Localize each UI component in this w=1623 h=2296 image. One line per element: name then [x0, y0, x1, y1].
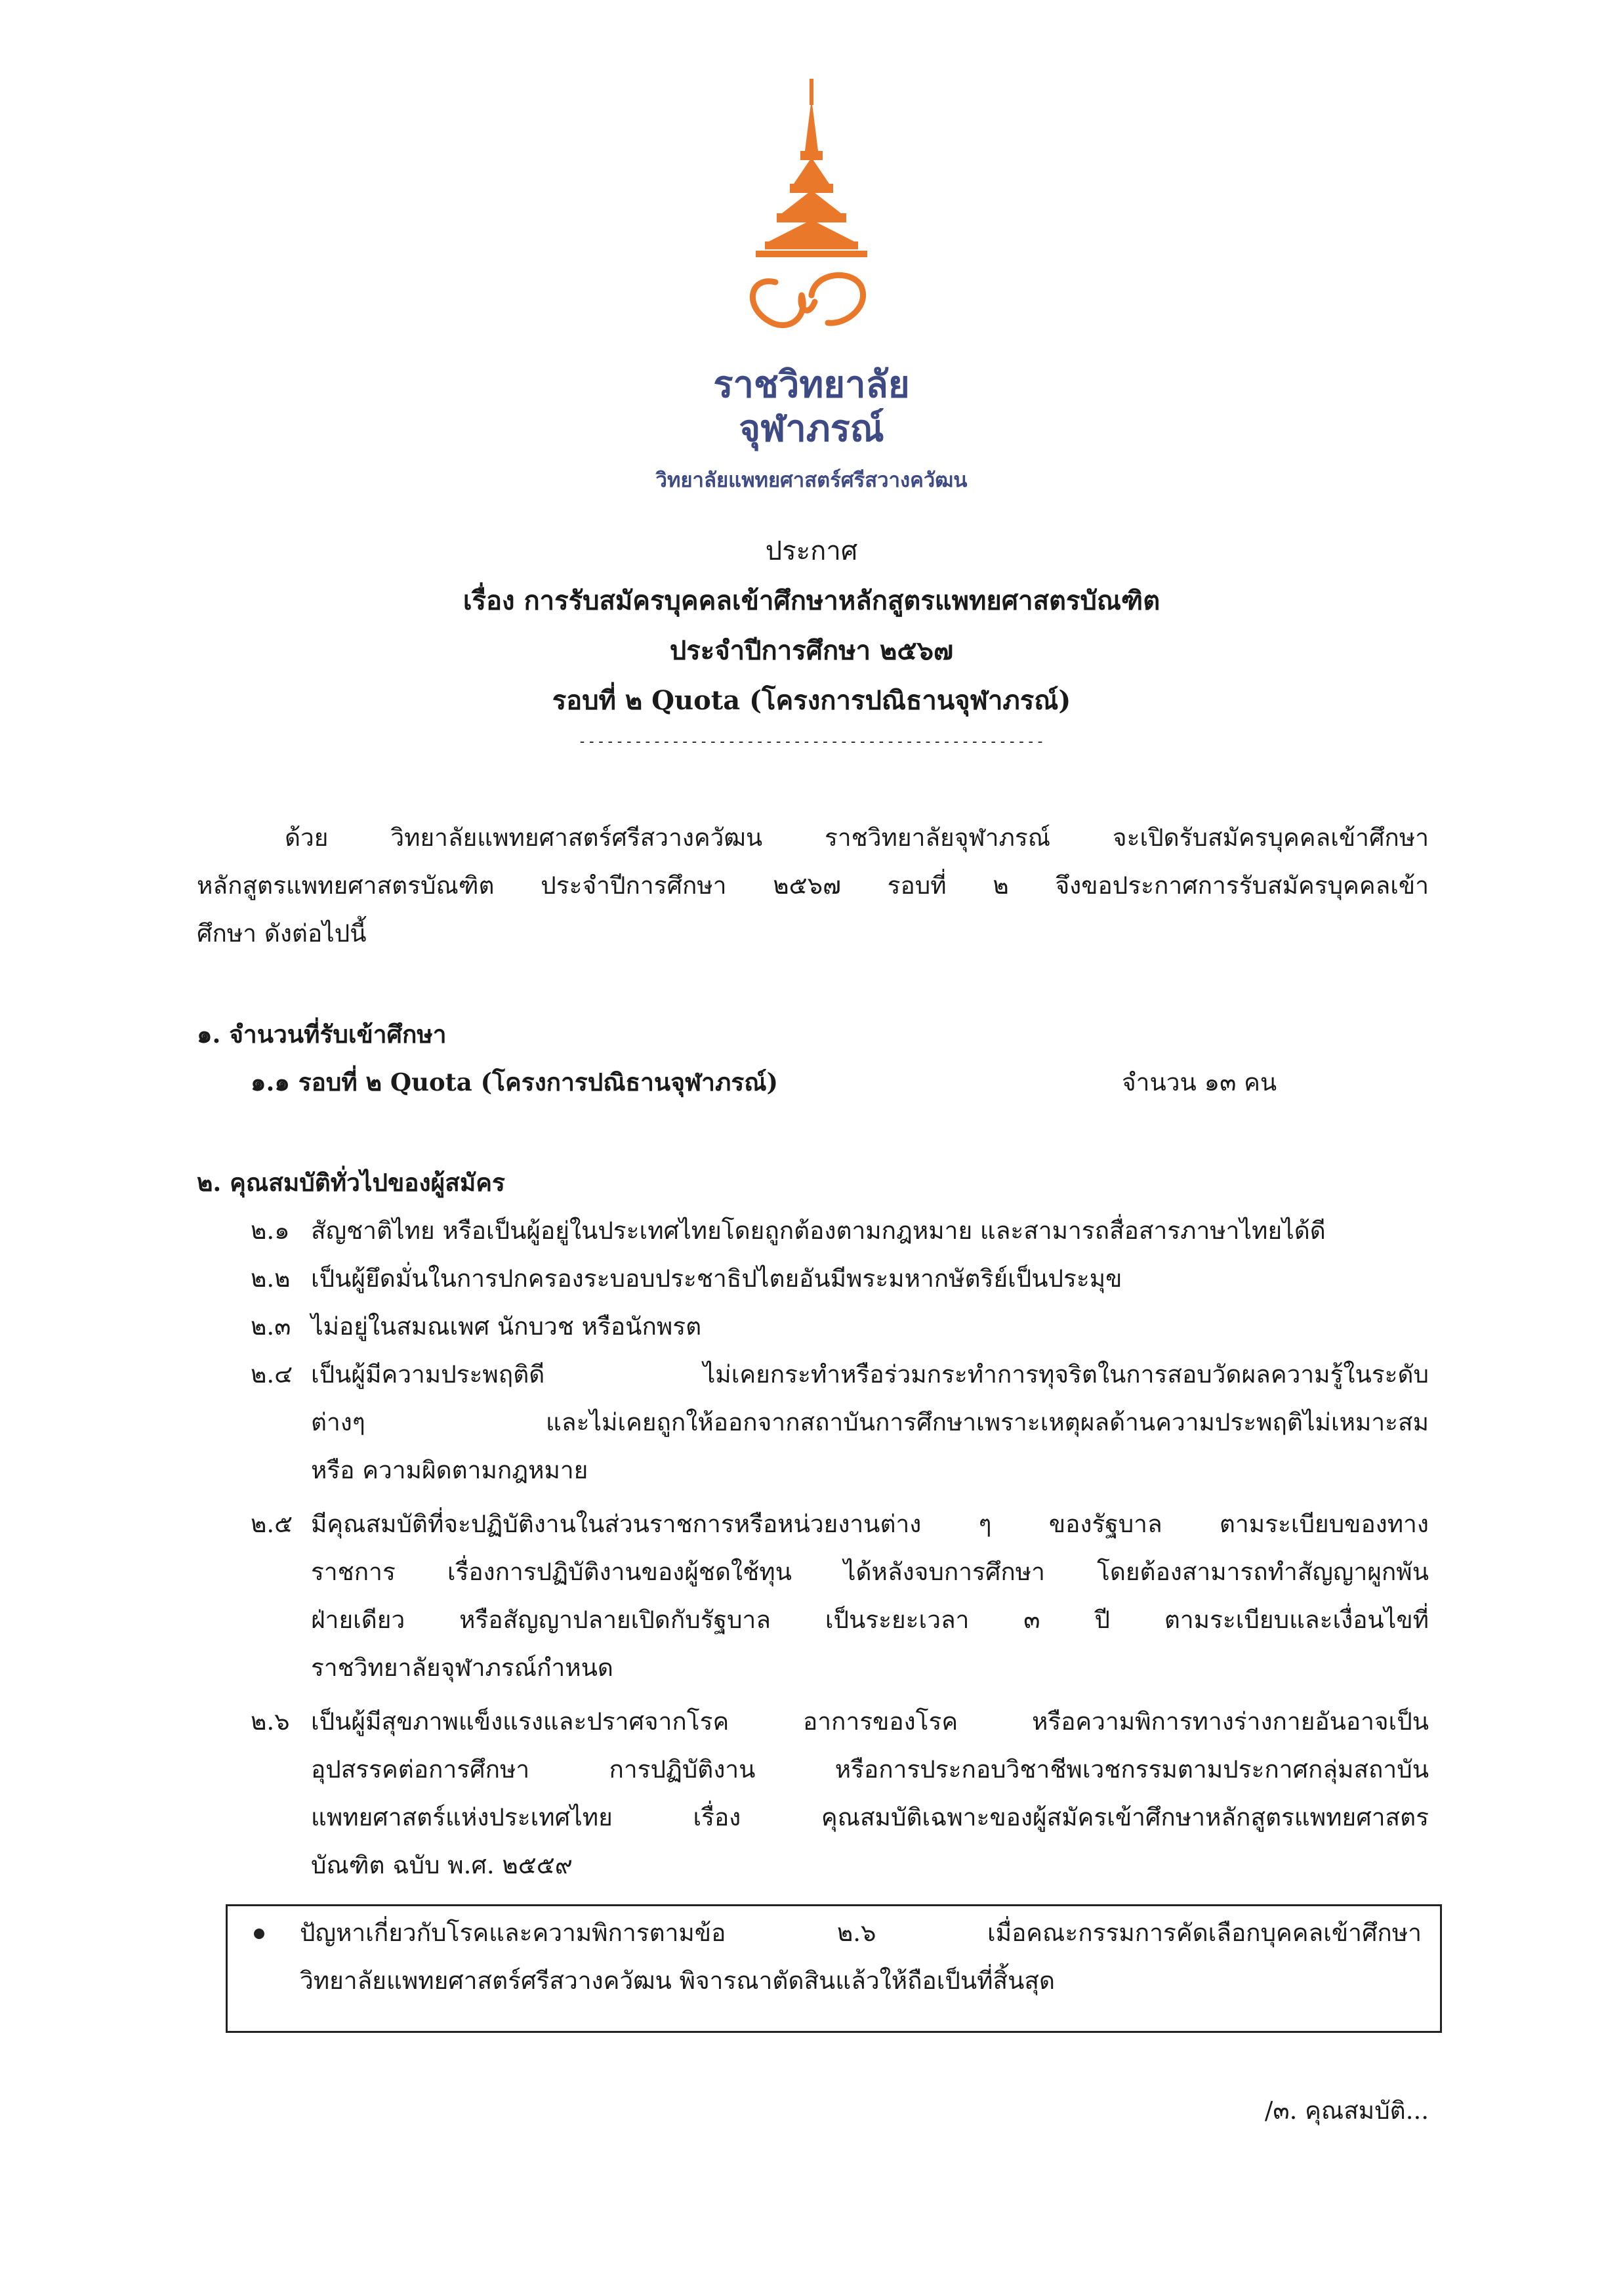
item-number: ๒.๑ [251, 1217, 290, 1245]
bullet-icon [254, 1929, 264, 1939]
institution-name-line1: ราชวิทยาลัย [713, 364, 910, 406]
announcement-year: ประจำปีการศึกษา ๒๕๖๗ [669, 635, 954, 666]
announcement-divider: -------------------------------------------------- [577, 734, 1046, 750]
intro-line-3: ศึกษา ดังต่อไปนี้ [197, 919, 367, 948]
item-text: หรือ ความผิดตามกฎหมาย [311, 1456, 588, 1484]
item-text: ต่างๆ และไม่เคยถูกให้ออกจากสถาบันการศึกษาเพราะเหตุผลด้านความประพฤติไม่เหมาะสม [311, 1408, 1429, 1436]
section2-title: ๒. คุณสมบัติทั่วไปของผู้สมัคร [197, 1168, 505, 1197]
item-text: อุปสรรคต่อการศึกษา การปฏิบัติงาน หรือการประกอบวิชาชีพเวชกรรมตามประกาศกลุ่มสถาบัน [311, 1755, 1429, 1784]
announcement-round: รอบที่ ๒ Quota (โครงการปณิธานจุฬาภรณ์) [552, 685, 1071, 716]
note-box [226, 1904, 1442, 2033]
item-text: ราชวิทยาลัยจุฬาภรณ์กำหนด [311, 1654, 613, 1682]
item-text: ราชการ เรื่องการปฏิบัติงานของผู้ชดใช้ทุน ได้หลังจบการศึกษา โดยต้องสามารถทำสัญญาผูกพัน [311, 1558, 1429, 1586]
section1-item-label: ๑.๑ รอบที่ ๒ Quota (โครงการปณิธานจุฬาภรณ์) [251, 1068, 779, 1096]
institution-name-line2: จุฬาภรณ์ [739, 407, 884, 450]
announcement-heading: ประกาศ [765, 536, 858, 566]
note-line-1: ปัญหาเกี่ยวกับโรคและความพิการตามข้อ ๒.๖ เมื่อคณะกรรมการคัดเลือกบุคคลเข้าศึกษา [300, 1919, 1422, 1947]
item-text: เป็นผู้มีสุขภาพแข็งแรงและปราศจากโรค อาการของโรค หรือความพิการทางร่างกายอันอาจเป็น [311, 1707, 1429, 1736]
item-text: แพทยศาสตร์แห่งประเทศไทย เรื่อง คุณสมบัติเฉพาะของผู้สมัครเข้าศึกษาหลักสูตรแพทยศาสตร [311, 1803, 1429, 1831]
note-line-2: วิทยาลัยแพทยศาสตร์ศรีสวางควัฒน พิจารณาตัดสินแล้วให้ถือเป็นที่สิ้นสุด [300, 1967, 1056, 1995]
item-number: ๒.๔ [251, 1360, 293, 1388]
item-text: ฝ่ายเดียว หรือสัญญาปลายเปิดกับรัฐบาล เป็นระยะเวลา ๓ ปี ตามระเบียบและเงื่อนไขที่ [311, 1606, 1429, 1634]
item-number: ๒.๖ [251, 1707, 290, 1736]
item-number: ๒.๒ [251, 1264, 291, 1293]
page-continuation: /๓. คุณสมบัติ... [1264, 2097, 1429, 2125]
item-text: สัญชาติไทย หรือเป็นผู้อยู่ในประเทศไทยโดยถูกต้องตามกฎหมาย และสามารถสื่อสารภาษาไทยได้ดี [311, 1217, 1326, 1245]
institution-faculty: วิทยาลัยแพทยศาสตร์ศรีสวางควัฒน [655, 469, 968, 492]
item-text: มีคุณสมบัติที่จะปฏิบัติงานในส่วนราชการหรือหน่วยงานต่าง ๆ ของรัฐบาล ตามระเบียบของทาง [311, 1510, 1429, 1538]
item-text: ไม่อยู่ในสมณเพศ นักบวช หรือนักพรต [311, 1312, 702, 1341]
item-text: เป็นผู้มีความประพฤติดี ไม่เคยกระทำหรือร่วมกระทำการทุจริตในการสอบวัดผลความรู้ในระดับ [311, 1360, 1429, 1388]
intro-line-2: หลักสูตรแพทยศาสตรบัณฑิต ประจำปีการศึกษา ๒๕๖๗ รอบที่ ๒ จึงขอประกาศการรับสมัครบุคคลเข้า [197, 871, 1429, 900]
institution-logo [736, 79, 887, 328]
section1-title: ๑. จำนวนที่รับเข้าศึกษา [197, 1020, 447, 1049]
item-text: บัณฑิต ฉบับ พ.ศ. ๒๕๕๙ [311, 1851, 573, 1879]
intro-line-1: ด้วย วิทยาลัยแพทยศาสตร์ศรีสวางควัฒน ราชวิทยาลัยจุฬาภรณ์ จะเปิดรับสมัครบุคคลเข้าศึกษา [285, 824, 1429, 852]
item-number: ๒.๓ [251, 1312, 291, 1341]
item-number: ๒.๕ [251, 1510, 293, 1538]
section1-item-count: จำนวน ๑๓ คน [1122, 1068, 1277, 1096]
item-text: เป็นผู้ยึดมั่นในการปกครองระบอบประชาธิปไตยอันมีพระมหากษัตริย์เป็นประมุข [311, 1264, 1122, 1293]
announcement-subject: เรื่อง การรับสมัครบุคคลเข้าศึกษาหลักสูตรแพทยศาสตรบัณฑิต [462, 585, 1161, 616]
